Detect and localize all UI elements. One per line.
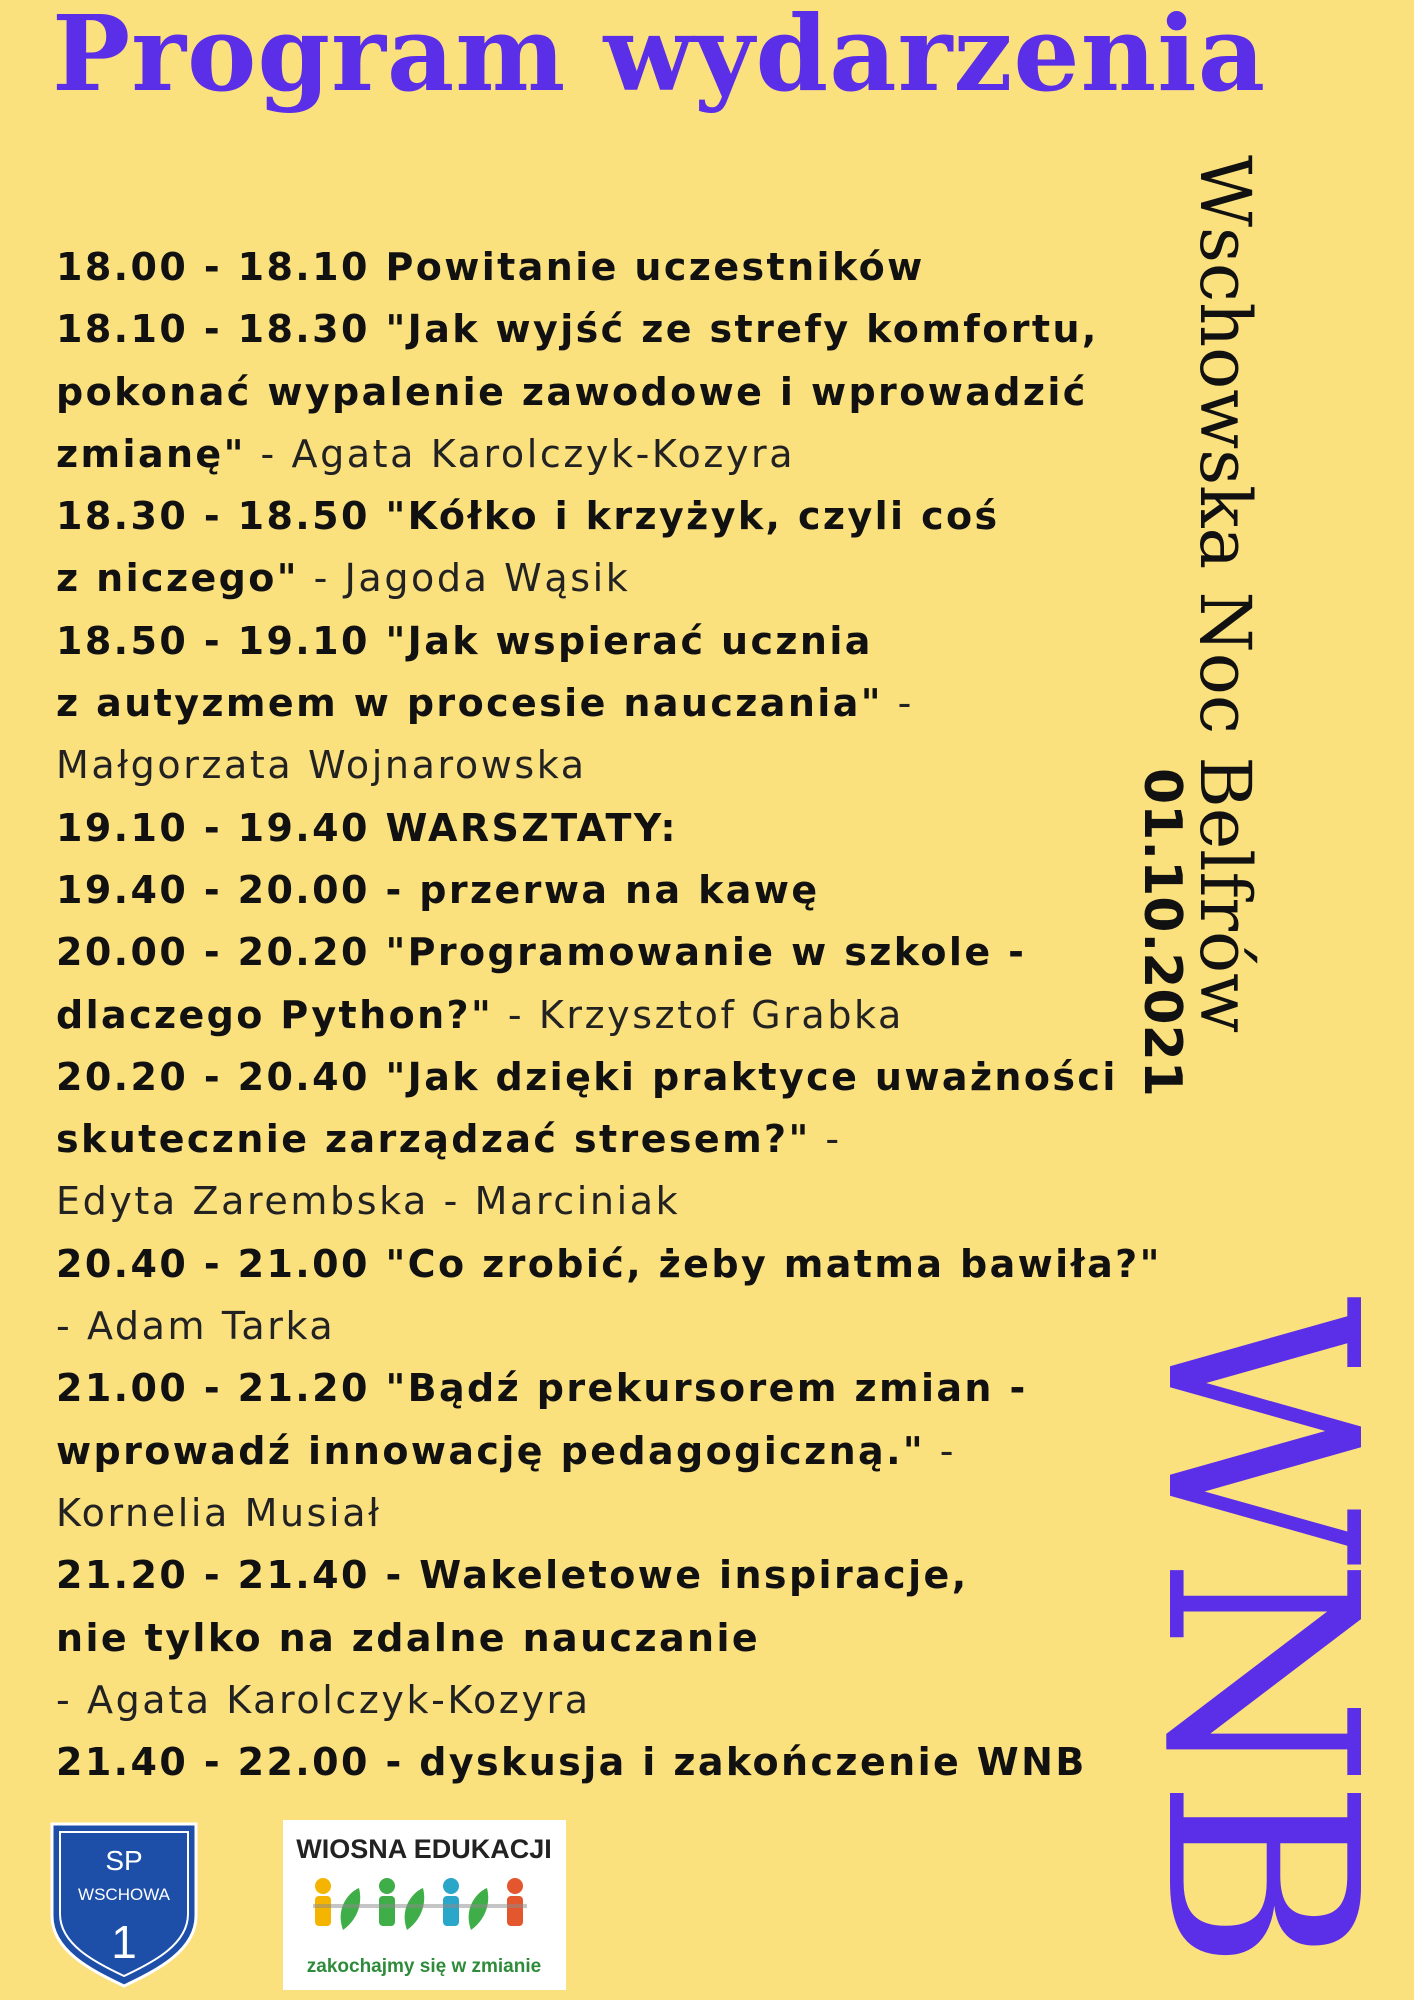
school-logo-line3: 1 xyxy=(111,1916,137,1968)
schedule-line-bold: z autyzmem w procesie nauczania" xyxy=(56,681,883,726)
page-title: Program wydarzenia xyxy=(52,0,1267,115)
schedule-line xyxy=(56,361,1166,423)
schedule-line-bold: z niczego" xyxy=(56,556,299,601)
schedule-line xyxy=(56,485,1166,547)
schedule-line xyxy=(56,1295,1166,1357)
schedule-line xyxy=(56,1544,1166,1606)
event-name: Wschowska Noc Belfrów xyxy=(1184,155,1266,1034)
schedule-line xyxy=(56,734,1166,796)
schedule-line-bold: dlaczego Python?" xyxy=(56,992,494,1037)
schedule-line-bold: nie tylko na zdalne nauczanie xyxy=(56,1615,761,1660)
schedule-line-speaker: - Agata Karolczyk-Kozyra xyxy=(245,431,796,476)
schedule-list xyxy=(56,236,1166,1793)
schedule-line-speaker: - Agata Karolczyk-Kozyra xyxy=(56,1677,591,1722)
schedule-line-speaker: Edyta Zarembska - Marciniak xyxy=(56,1179,681,1224)
schedule-line-speaker: Kornelia Musiał xyxy=(56,1490,382,1535)
schedule-line-bold: 20.20 - 20.40 "Jak dzięki praktyce uważności xyxy=(56,1054,1118,1099)
schedule-line-speaker: - Krzysztof Grabka xyxy=(493,992,904,1037)
event-date: 01.10.2021 xyxy=(1132,768,1192,1097)
schedule-line xyxy=(56,1669,1166,1731)
wiosna-logo-tagline: zakochajmy się w zmianie xyxy=(306,1956,542,1977)
schedule-line-bold: 21.40 - 22.00 - dyskusja i zakończenie WNB xyxy=(56,1740,1087,1785)
schedule-line-bold: skutecznie zarządzać stresem?" xyxy=(56,1117,811,1162)
schedule-line xyxy=(56,921,1166,983)
schedule-line xyxy=(56,984,1166,1046)
schedule-line xyxy=(56,547,1166,609)
schedule-line xyxy=(56,1420,1166,1482)
schedule-line-bold: 18.50 - 19.10 "Jak wspierać ucznia xyxy=(56,618,873,663)
schedule-line-bold: 19.40 - 20.00 - przerwa na kawę xyxy=(56,867,820,912)
schedule-line xyxy=(56,1357,1166,1419)
schedule-line-speaker: - xyxy=(882,681,914,726)
schedule-line-speaker: Małgorzata Wojnarowska xyxy=(56,743,587,788)
event-acronym: WNB xyxy=(1108,1296,1413,1964)
schedule-line xyxy=(56,672,1166,734)
wiosna-logo-heading: WIOSNA EDUKACJI xyxy=(296,1834,552,1864)
schedule-line-bold: wprowadź innowację pedagogiczną." xyxy=(56,1428,926,1473)
schedule-line xyxy=(56,1731,1166,1793)
schedule-line xyxy=(56,1170,1166,1232)
schedule-line-bold: 21.20 - 21.40 - Wakeletowe inspiracje, xyxy=(56,1553,969,1598)
schedule-line-speaker: - xyxy=(925,1428,957,1473)
schedule-line-bold: 21.00 - 21.20 "Bądź prekursorem zmian - xyxy=(56,1366,1028,1411)
schedule-line xyxy=(56,1482,1166,1544)
schedule-line xyxy=(56,1046,1166,1108)
schedule-line-bold: 20.40 - 21.00 "Co zrobić, żeby matma bawiła?" xyxy=(56,1241,1162,1286)
schedule-line-speaker: - xyxy=(810,1117,842,1162)
school-logo-line2: WSCHOWA xyxy=(78,1885,170,1904)
schedule-line-bold: pokonać wypalenie zawodowe i wprowadzić xyxy=(56,369,1088,414)
schedule-line-speaker: - Jagoda Wąsik xyxy=(298,556,631,601)
schedule-line-bold: zmianę" xyxy=(56,431,246,476)
schedule-line xyxy=(56,797,1166,859)
schedule-line-bold: 18.10 - 18.30 "Jak wyjść ze strefy komfortu, xyxy=(56,307,1099,352)
schedule-line xyxy=(56,1233,1166,1295)
school-shield-logo xyxy=(48,1820,200,1988)
schedule-line-bold: 18.30 - 18.50 "Kółko i krzyżyk, czyli coś xyxy=(56,494,1000,539)
schedule-line-bold: 18.00 - 18.10 Powitanie uczestników xyxy=(56,245,925,289)
schedule-line-bold: 19.10 - 19.40 WARSZTATY: xyxy=(56,805,679,850)
schedule-line xyxy=(56,610,1166,672)
school-logo-line1: SP xyxy=(105,1845,143,1876)
schedule-line xyxy=(56,1607,1166,1669)
schedule-line xyxy=(56,859,1166,921)
schedule-line-speaker: - Adam Tarka xyxy=(56,1304,336,1349)
wiosna-edukacji-logo xyxy=(283,1820,566,1990)
schedule-line xyxy=(56,298,1166,360)
schedule-line-bold: 20.00 - 20.20 "Programowanie w szkole - xyxy=(56,930,1027,975)
schedule-line xyxy=(56,236,1166,298)
schedule-line xyxy=(56,1108,1166,1170)
schedule-line xyxy=(56,423,1166,485)
